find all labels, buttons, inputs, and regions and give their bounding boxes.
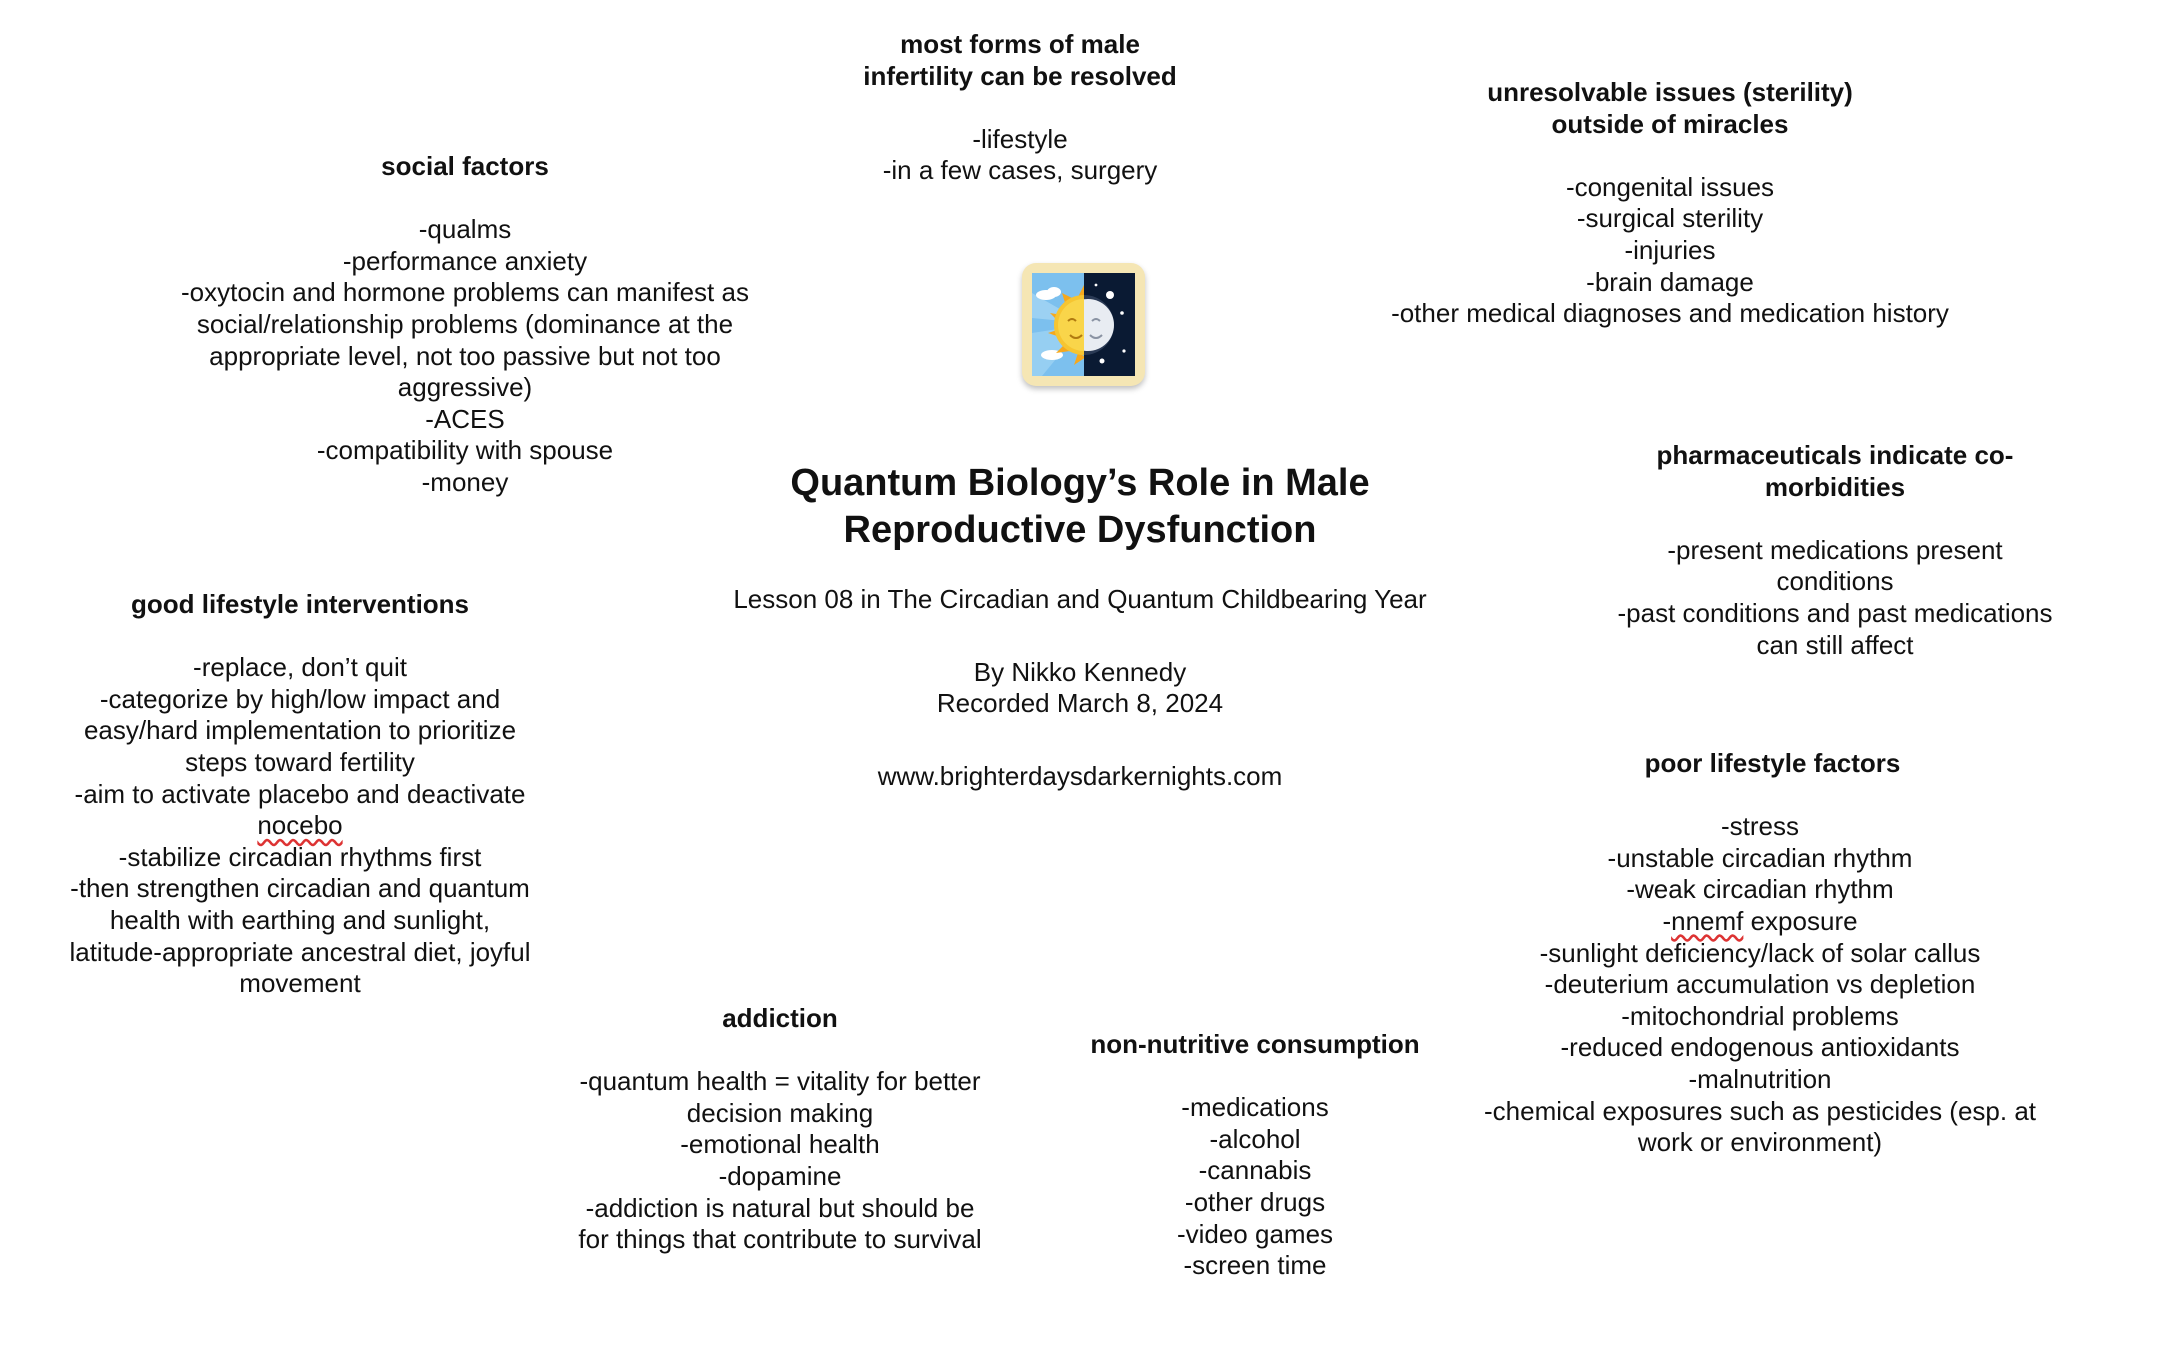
list-item: health with earthing and sunlight, [109,904,491,935]
node-poor-lifestyle-factors [1420,748,2100,1159]
list-item: movement [239,968,361,999]
list-item: -oxytocin and hormone problems can manifest as [181,277,749,308]
heading-line-1: pharmaceuticals indicate co- [1656,440,2014,470]
list-item: for things that contribute to survival [578,1224,982,1255]
main-title-line-1: Quantum Biology’s Role in Male [790,462,1370,504]
node-list [1350,172,1990,330]
list-item: -injuries [1624,234,1716,265]
misspelled-word: nnemf [1671,905,1744,936]
list-item: can still affect [1756,629,1914,660]
list-item: -then strengthen circadian and quantum [70,873,530,904]
list-item [20,810,580,842]
list-item-prefix: - [1662,905,1672,936]
heading-line-2: morbidities [1764,471,1906,502]
list-item: -brain damage [1586,266,1754,297]
list-item: -chemical exposures such as pesticides (esp. at [1483,1095,2037,1126]
node-heading: addiction [722,1003,838,1033]
node-list [805,124,1235,187]
node-list [1055,1092,1455,1282]
list-item: -video games [1176,1218,1334,1249]
node-unresolvable-issues [1350,77,1990,330]
list-item: -qualms [418,214,512,245]
sun-moon-logo [1022,263,1145,386]
recorded-date: Recorded March 8, 2024 [936,688,1224,719]
node-addiction [540,1003,1020,1256]
center-title-block [700,460,1460,792]
author-line: By Nikko Kennedy [973,656,1187,687]
list-item: -unstable circadian rhythm [1607,842,1913,873]
list-item: -lifestyle [972,123,1068,154]
list-item: -dopamine [718,1160,842,1191]
node-heading: good lifestyle interventions [130,589,470,619]
list-item: -compatibility with spouse [316,435,614,466]
list-item: -in a few cases, surgery [882,155,1158,186]
node-heading: social factors [381,151,549,181]
heading-line-2: outside of miracles [1551,108,1789,139]
node-good-lifestyle-interventions [20,589,580,1000]
list-item: latitude-appropriate ancestral diet, joyful [69,936,531,967]
list-item: -categorize by high/low impact and [99,683,501,714]
list-item: -malnutrition [1688,1063,1832,1094]
node-social-factors [145,151,785,499]
heading-line-1: unresolvable issues (sterility) [1487,77,1853,107]
node-heading: poor lifestyle factors [1644,748,1901,778]
list-item: -weak circadian rhythm [1626,874,1894,905]
list-item: -addiction is natural but should be [585,1192,975,1223]
list-item: -surgical sterility [1576,203,1764,234]
node-list [145,214,785,498]
list-item: work or environment) [1637,1127,1883,1158]
website-url: www.brighterdaysdarkernights.com [877,760,1283,791]
list-item: -performance anxiety [342,245,588,276]
list-item: -emotional health [680,1129,880,1160]
list-item: -other drugs [1184,1186,1326,1217]
node-heading: non-nutritive consumption [1090,1029,1420,1059]
sun-moon-icon [1032,273,1135,376]
lesson-subtitle: Lesson 08 in The Circadian and Quantum Childbearing Year [733,584,1427,614]
node-heading [1350,77,1990,140]
list-item: easy/hard implementation to prioritize [83,715,517,746]
list-item: -ACES [425,403,505,434]
list-item: -sunlight deficiency/lack of solar callus [1539,937,1981,968]
list-item: -replace, don’t quit [193,652,407,683]
heading-line-1: most forms of male [900,29,1140,59]
main-title-line-2: Reproductive Dysfunction [843,509,1317,551]
list-item: conditions [1776,566,1894,597]
list-item: aggressive) [397,372,533,403]
list-item: -medications [1181,1092,1329,1123]
main-title [700,460,1460,554]
node-list [540,1066,1020,1256]
list-item: -deuterium accumulation vs depletion [1544,969,1976,1000]
misspelled-word: nocebo [257,810,343,841]
list-item: -mitochondrial problems [1621,1000,1899,1031]
node-heading [805,29,1235,92]
node-resolvable-infertility [805,29,1235,187]
list-item: -money [421,466,509,497]
list-item: -present medications present [1667,534,2003,565]
list-item: -stress [1721,811,1799,842]
node-heading [1570,440,2100,503]
list-item: -congenital issues [1565,171,1775,202]
list-item: appropriate level, not too passive but not too [209,340,721,371]
list-item: -screen time [1183,1250,1327,1281]
node-list [1570,535,2100,661]
list-item: social/relationship problems (dominance at the [196,308,734,339]
list-item: -reduced endogenous antioxidants [1560,1032,1960,1063]
node-non-nutritive-consumption [1055,1029,1455,1282]
node-list [20,652,580,1000]
list-item: -past conditions and past medications [1617,597,2053,628]
list-item-suffix: exposure [1743,905,1858,936]
list-item: -alcohol [1209,1123,1301,1154]
list-item: -cannabis [1198,1155,1312,1186]
heading-line-2: infertility can be resolved [863,60,1177,91]
node-list [1420,811,2100,1159]
list-item: decision making [686,1097,874,1128]
list-item: -other medical diagnoses and medication history [1391,298,1949,329]
list-item: steps toward fertility [185,746,415,777]
list-item: -stabilize circadian rhythms first [118,841,482,872]
list-item: -quantum health = vitality for better [579,1066,981,1097]
node-pharmaceuticals [1570,440,2100,661]
list-item: -aim to activate placebo and deactivate [74,778,526,809]
list-item [1420,906,2100,938]
